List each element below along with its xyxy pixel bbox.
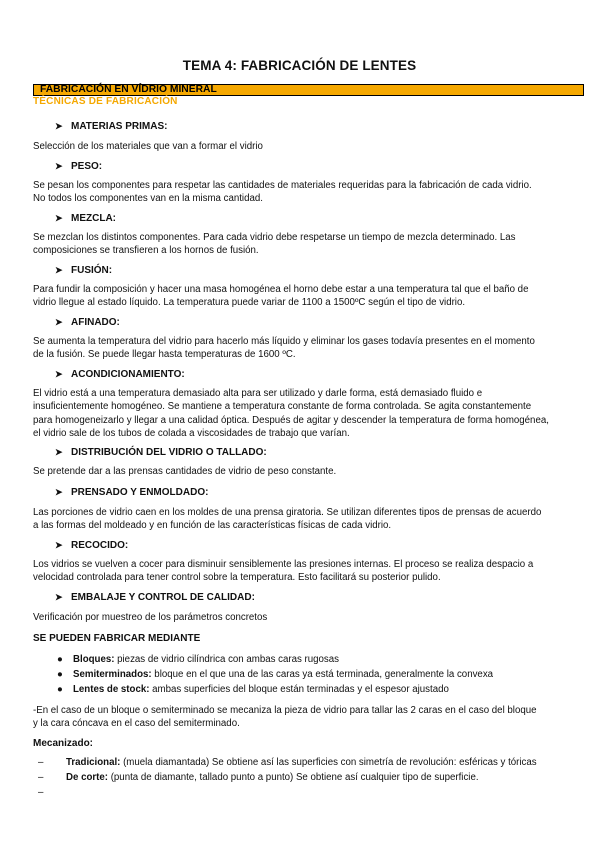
step-heading: ➤ ACONDICIONAMIENTO:	[55, 369, 185, 380]
list-item: – De corte: (punta de diamante, tallado punto a punto) Se obtiene así cualquier tipo de superficie.	[38, 772, 479, 783]
dash-icon: –	[38, 787, 44, 798]
step-text: Las porciones de vidrio caen en los moldes de una prensa giratoria. Se utilizan diferentes tipos de prensas de acuerdo a las formas del moldeado y en función de las características físicas de cada vidrio.	[33, 507, 542, 532]
arrow-bullet-icon: ➤	[55, 121, 63, 131]
step-text: Verificación por muestreo de los parámetros concretos	[33, 612, 268, 623]
step-text: Se pesan los componentes para respetar las cantidades de materiales requeridas para la fabricación de cada vidrio. No todos los componentes van en la misma cantidad.	[33, 180, 532, 205]
arrow-bullet-icon: ➤	[55, 213, 63, 223]
step-text: Se mezclan los distintos componentes. Para cada vidrio debe respetarse un tiempo de mezcla determinado. Las composiciones se transfieren a los hornos de fusión.	[33, 232, 516, 257]
arrow-bullet-icon: ➤	[55, 369, 63, 379]
list-item: ● Bloques: piezas de vidrio cilíndrica con ambas caras rugosas	[57, 654, 339, 665]
section-header	[33, 84, 584, 96]
arrow-bullet-icon: ➤	[55, 265, 63, 275]
section-subtitle: TÉCNICAS DE FABRICACIÓN	[33, 96, 178, 107]
step-heading: ➤ AFINADO:	[55, 317, 120, 328]
list-item	[38, 787, 66, 798]
mecanizado-heading: Mecanizado:	[33, 738, 94, 749]
fabricar-heading: SE PUEDEN FABRICAR MEDIANTE	[33, 633, 201, 644]
note-text: -En el caso de un bloque o semiterminado se mecaniza la pieza de vidrio para tallar las 2 caras en el caso del bloque y la cara cóncava en el caso del semiterminado.	[33, 705, 537, 730]
step-heading: ➤ FUSIÓN:	[55, 265, 113, 276]
step-text: El vidrio está a una temperatura demasiado alta para ser utilizado y darle forma, está demasiado fluido e insuficientemente homogéneo. Se mantiene a temperatura constante de forma controlada. Se agita constantemente para homogeneizarlo y llegar a una calidad óptica. Después de agitar y descender la temperatura de forma homogénea, el vidrio sale de los tubos de colada a viscosidades de trabajo que varían.	[33, 388, 549, 440]
step-text: Se aumenta la temperatura del vidrio para hacerlo más líquido y eliminar los gases todavía presentes en el momento de la fusión. Se puede llegar hasta temperaturas de 1600 ºC.	[33, 336, 535, 361]
step-text: Selección de los materiales que van a formar el vidrio	[33, 141, 263, 152]
step-heading: ➤ EMBALAJE Y CONTROL DE CALIDAD:	[55, 592, 255, 603]
arrow-bullet-icon: ➤	[55, 487, 63, 497]
step-text: Los vidrios se vuelven a cocer para disminuir sensiblemente las presiones internas. El proceso se realiza despacio a velocidad controlada para tener control sobre la temperatura. Esto facilitará su posterior pulido.	[33, 559, 534, 584]
list-item: ● Lentes de stock: ambas superficies del bloque están terminadas y el espesor ajustado	[57, 684, 449, 695]
arrow-bullet-icon: ➤	[55, 592, 63, 602]
list-item: ● Semiterminados: bloque en el que una de las caras ya está terminada, generalmente la convexa	[57, 669, 494, 680]
list-item: – Tradicional: (muela diamantada) Se obtiene así las superficies con simetría de revolución: esféricas y tóricas	[38, 757, 537, 768]
dash-icon: –	[38, 757, 44, 768]
step-heading: ➤ PESO:	[55, 161, 103, 172]
bullet-icon: ●	[57, 684, 63, 695]
step-heading: ➤ MEZCLA:	[55, 213, 116, 224]
arrow-bullet-icon: ➤	[55, 161, 63, 171]
bullet-icon: ●	[57, 669, 63, 680]
step-text: Se pretende dar a las prensas cantidades de vidrio de peso constante.	[33, 466, 337, 477]
arrow-bullet-icon: ➤	[55, 540, 63, 550]
step-heading: ➤ MATERIAS PRIMAS:	[55, 121, 168, 132]
section-header-label: FABRICACIÓN EN VÍDRIO MINERAL	[40, 84, 217, 95]
page-title: TEMA 4: FABRICACIÓN DE LENTES	[182, 58, 417, 73]
arrow-bullet-icon: ➤	[55, 317, 63, 327]
step-heading: ➤ PRENSADO Y ENMOLDADO:	[55, 487, 209, 498]
step-heading: ➤ RECOCIDO:	[55, 540, 129, 551]
step-text: Para fundir la composición y hacer una masa homogénea el horno debe estar a una temperatura tal que el baño de vidrio llegue al estado líquido. La temperatura puede variar de 1100 a 1500ºC según el tipo de vidrio.	[33, 284, 529, 309]
step-heading: ➤ DISTRIBUCIÓN DEL VIDRIO O TALLADO:	[55, 447, 267, 458]
dash-icon: –	[38, 772, 44, 783]
bullet-icon: ●	[57, 654, 63, 665]
arrow-bullet-icon: ➤	[55, 447, 63, 457]
